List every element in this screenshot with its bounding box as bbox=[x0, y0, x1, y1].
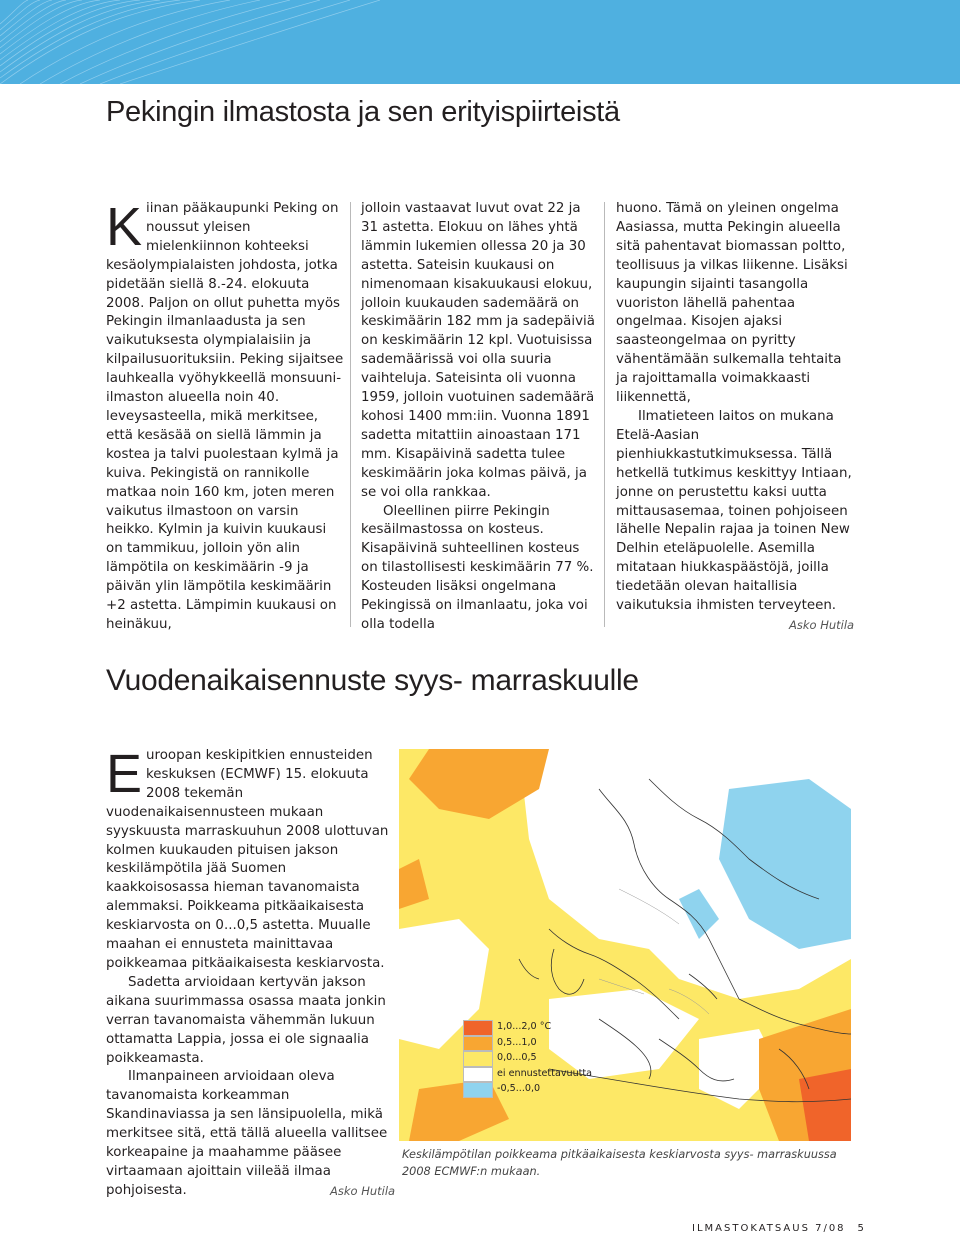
column-divider bbox=[604, 202, 605, 627]
article-title-forecast: Vuodenaikaisennuste syys- marraskuulle bbox=[106, 664, 639, 697]
paragraph: huono. Tämä on yleinen ongelma Aasiassa, mutta Pekingin alueella sitä pahentavat biomassan poltto, teollisuus ja vilkas liikenne. Lisäksi kaupungin sijainti tasangolla vuoriston lähellä pahentaa ongelmaa. Kisojen ajaksi saasteongelmaa on pyritty vähentämään sulkemalla tehtaita ja rajoittamalla voimakkaasti liikennettä, bbox=[616, 201, 848, 406]
paragraph: iinan pääkaupunki Peking on noussut yleisen mielenkiinnon kohteeksi kesäolympialaisten johdosta, jotka pidetään siellä 8.-24. elokuuta 2008. Paljon on ollut puhetta myös Pekingin ilmanlaadusta ja sen vaikutuksesta olympialaisiin ja kilpailusuorituksiin. Peking sijaitsee lauhkealla vyöhykkeellä monsuuni-ilmaston alueella noin 40. leveysasteella, mikä merkitsee, että kesäsää on siellä lämmin ja kostea ja talvi puolestaan kylmä ja kuiva. Pekingistä on rannikolle matkaa noin 160 km, joten meren vaikutus ilmastoon on varsin heikko. Kylmin ja kuivin kuukausi on tammikuu, jolloin yön alin lämpötila on keskimäärin -9 ja päivän ylin lämpötila keskimäärin +2 astetta. Lämpimin kuukausi on heinäkuu, bbox=[106, 201, 344, 632]
article1-column-2 bbox=[361, 200, 599, 635]
legend-swatch bbox=[463, 1067, 493, 1083]
publication-name: ILMASTOKATSAUS 7/08 bbox=[692, 1223, 846, 1234]
paragraph: uroopan keskipitkien ennusteiden keskuksen (ECMWF) 15. elokuuta 2008 tekemän vuodenaikaisennusteen mukaan syyskuusta marraskuuhun 2008 ulottuvan kolmen kuukauden pituisen jakson keskilämpötila jää Suomen kaakkoisosassa hieman tavanomaista alemmaksi. Poikkeama pitkäaikaisesta keskiarvosta on 0...0,5 astetta. Muualle maahan ei ennusteta mainittavaa poikkeamaa pitkäaikaisesta keskiarvosta. bbox=[106, 748, 389, 971]
paragraph: jolloin vastaavat luvut ovat 22 ja 31 astetta. Elokuu on lähes yhtä lämmin lukemien ollessa 20 ja 30 astetta. Sateisin kuukausi on nimenomaan kisakuukausi elokuu, jolloin kuukauden sademäärä on keskimäärin 182 mm ja sadepäiviä on keskimäärin 12 kpl. Vuotuisissa sademäärissä voi olla suuria vaihteluja. Sateisinta oli vuonna 1959, jolloin vuotuinen sademäärä kohosi 1400 mm:iin. Vuonna 1891 sadetta mitattiin ainoastaan 171 mm. Kisapäivinä sadetta tulee keskimäärin joka kolmas päivä, ja se voi olla rankkaa. bbox=[361, 201, 595, 500]
legend-swatch bbox=[463, 1051, 493, 1067]
header-band bbox=[0, 0, 960, 84]
legend-swatch bbox=[463, 1036, 493, 1052]
legend-label: 1,0...2,0 °C bbox=[497, 1021, 552, 1032]
article-title-beijing: Pekingin ilmastosta ja sen erityispiirteistä bbox=[106, 96, 620, 128]
author-byline: Asko Hutila bbox=[789, 618, 855, 632]
legend-label: 0,0...0,5 bbox=[497, 1052, 537, 1063]
article1-column-1 bbox=[106, 197, 346, 635]
dropcap: K bbox=[106, 197, 143, 257]
map-caption: Keskilämpötilan poikkeama pitkäaikaisesta keskiarvosta syys- marraskuussa 2008 ECMWF:n mukaan. bbox=[402, 1148, 837, 1178]
paragraph: Sadetta arvioidaan kertyvän jakson aikana suurimmassa osassa maata jonkin verran tavanomaista vähemmän lukuun ottamatta Lappia, jossa ei ole signaalia poikkeamasta. bbox=[106, 974, 386, 1066]
dropcap: E bbox=[106, 744, 143, 804]
article1-column-3 bbox=[616, 200, 856, 616]
article2-column bbox=[106, 744, 392, 1201]
paragraph: Ilmanpaineen arvioidaan oleva tavanomaista korkeamman Skandinaviassa ja sen länsipuolella, mikä merkitsee sitä, että tällä alueella vallitsee korkeapaine ja maahamme pääsee virtaamaan ajoittain viileää ilmaa pohjoisesta. bbox=[106, 1069, 388, 1198]
legend-label: ei ennustettavuutta bbox=[497, 1067, 593, 1079]
paragraph: Oleellinen piirre Pekingin kesäilmastossa on kosteus. Kisapäivinä suhteellinen kosteus on tilastollisesti keskimäärin 77 %. Kosteuden lisäksi ongelmana Pekingissä on ilmanlaatu, joka voi olla todella bbox=[361, 503, 594, 632]
paragraph: Ilmatieteen laitos on mukana Etelä-Aasian pienhiukkastutkimuksessa. Tällä hetkellä tutkimus keskittyy Intiaan, jonne on perustettu kaksi uutta mittausasemaa, toinen pohjoiseen lähelle Nepalin rajaa ja toinen New Delhin eteläpuolelle. Asemilla mitataan hiukkaspäästöjä, joilla tiedetään olevan haitallisia vaikutuksia ihmisten terveyteen. bbox=[616, 408, 852, 614]
legend-swatch bbox=[463, 1020, 493, 1036]
column-divider bbox=[350, 202, 351, 627]
header-wave-pattern bbox=[0, 0, 960, 84]
author-byline: Asko Hutila bbox=[330, 1184, 396, 1198]
page-number: 5 bbox=[857, 1223, 866, 1234]
legend-label: -0,5...0,0 bbox=[497, 1083, 541, 1094]
page-footer bbox=[692, 1223, 866, 1234]
legend-label: 0,5...1,0 bbox=[497, 1036, 537, 1048]
legend-swatch bbox=[463, 1082, 493, 1098]
